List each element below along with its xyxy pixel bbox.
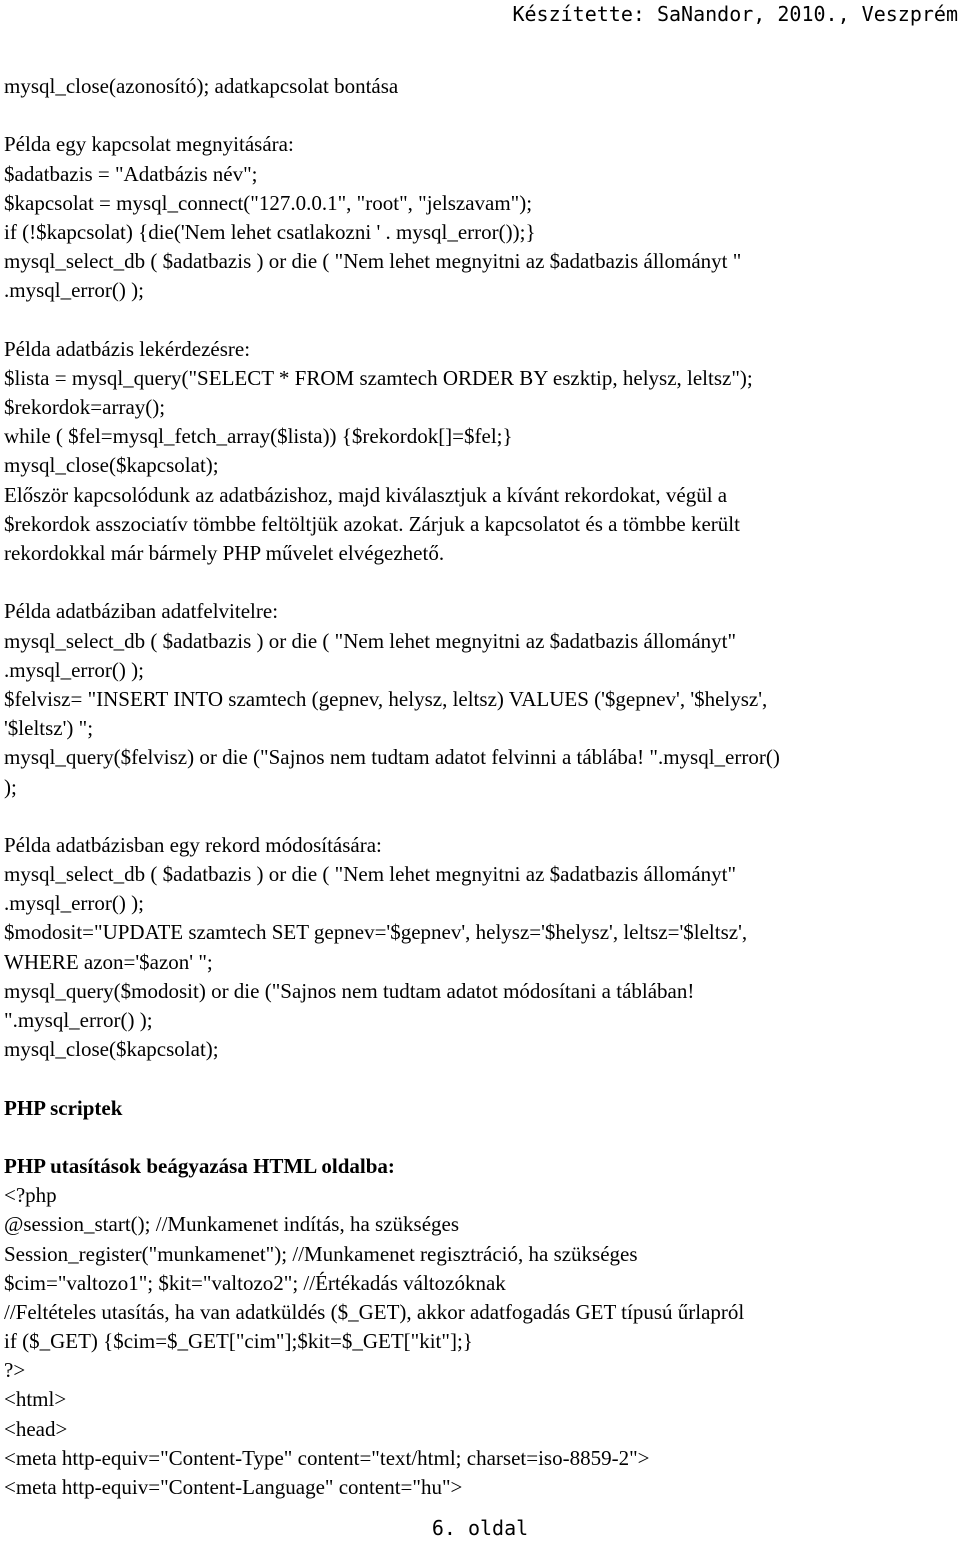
text-block [4, 130, 954, 305]
text-line: <head> [4, 1416, 68, 1441]
text-line: rekordokkal már bármely PHP művelet elvégezhető. [4, 541, 445, 565]
text-line: Példa adatbázisban egy rekord módosítására: [4, 832, 382, 857]
text-block [4, 597, 954, 801]
text-line: mysql_close($kapcsolat); [4, 453, 219, 478]
paragraph-gap [4, 306, 954, 335]
text-line: if ($_GET) {$cim=$_GET["cim"];$kit=$_GET["kit"];} [4, 1329, 473, 1354]
heading-line: PHP scriptek [4, 1095, 123, 1120]
text-line: mysql_select_db ( $adatbazis ) or die ( "Nem lehet megnyitni az $adatbazis állományt" [4, 862, 737, 887]
heading-line: PHP utasítások beágyazása HTML oldalba: [4, 1153, 395, 1178]
text-line: <html> [4, 1387, 67, 1412]
text-line: //Feltételes utasítás, ha van adatküldés ($_GET), akkor adatfogadás GET típusú űrlapról [4, 1299, 745, 1324]
text-block [4, 335, 954, 569]
text-line: '$leltsz') "; [4, 716, 94, 741]
paragraph-gap [4, 101, 954, 130]
document-body [4, 72, 954, 1502]
paragraph-gap [4, 802, 954, 831]
text-block [4, 831, 954, 1065]
text-line: <meta http-equiv="Content-Language" content="hu"> [4, 1475, 463, 1499]
text-line: $cim="valtozo1"; $kit="valtozo2"; //Értékadás változóknak [4, 1270, 506, 1295]
text-line: @session_start(); //Munkamenet indítás, ha szükséges [4, 1212, 460, 1237]
paragraph-gap [4, 1064, 954, 1093]
text-line: ".mysql_error() ); [4, 1008, 153, 1032]
text-line: .mysql_error() ); [4, 657, 144, 682]
section-heading-block [4, 1094, 954, 1123]
page-number: 6. oldal [431, 1516, 529, 1540]
text-line: mysql_query($modosit) or die ("Sajnos nem tudtam adatot módosítani a táblában! [4, 978, 695, 1003]
text-line: WHERE azon='$azon' "; [4, 949, 213, 974]
text-line: Példa adatbázis lekérdezésre: [4, 336, 251, 361]
text-line: $adatbazis = "Adatbázis név"; [4, 161, 258, 186]
text-line: $lista = mysql_query("SELECT * FROM szamtech ORDER BY eszktip, helysz, leltsz"); [4, 365, 753, 390]
text-line: mysql_query($felvisz) or die ("Sajnos nem tudtam adatot felvinni a táblába! ".mysql_error() [4, 745, 780, 770]
text-block [4, 1152, 954, 1502]
text-line: mysql_close(azonosító); adatkapcsolat bontása [4, 74, 399, 98]
text-line: $kapcsolat = mysql_connect("127.0.0.1", "root", "jelszavam"); [4, 190, 533, 215]
text-line: $felvisz= "INSERT INTO szamtech (gepnev, helysz, leltsz) VALUES ('$gepnev', '$helysz', [4, 686, 768, 711]
text-line: Példa egy kapcsolat megnyitására: [4, 132, 294, 157]
text-block [4, 72, 954, 101]
page-header-author: Készítette: SaNandor, 2010., Veszprém [512, 2, 958, 26]
text-line: $rekordok asszociatív tömbbe feltöltjük azokat. Zárjuk a kapcsolatot és a tömbbe került [4, 511, 740, 536]
text-line: mysql_select_db ( $adatbazis ) or die ( "Nem lehet megnyitni az $adatbazis állományt " [4, 249, 742, 274]
text-line: if (!$kapcsolat) {die('Nem lehet csatlakozni ' . mysql_error());} [4, 219, 536, 244]
text-line: mysql_select_db ( $adatbazis ) or die ( "Nem lehet megnyitni az $adatbazis állományt" [4, 628, 737, 653]
text-line: ); [4, 774, 17, 799]
text-line: $rekordok=array(); [4, 395, 166, 420]
paragraph-gap [4, 1123, 954, 1152]
paragraph-gap [4, 568, 954, 597]
text-line: ?> [4, 1358, 26, 1383]
text-line: $modosit="UPDATE szamtech SET gepnev='$gepnev', helysz='$helysz', leltsz='$leltsz', [4, 920, 748, 945]
text-line: mysql_close($kapcsolat); [4, 1037, 219, 1062]
text-line: .mysql_error() ); [4, 891, 144, 916]
text-line: .mysql_error() ); [4, 278, 144, 303]
text-line: <?php [4, 1183, 57, 1208]
text-line: while ( $fel=mysql_fetch_array($lista)) {$rekordok[]=$fel;} [4, 424, 513, 449]
text-line: <meta http-equiv="Content-Type" content="text/html; charset=iso-8859-2"> [4, 1445, 650, 1470]
text-line: Először kapcsolódunk az adatbázishoz, majd kiválasztjuk a kívánt rekordokat, végül a [4, 482, 728, 507]
text-line: Session_register("munkamenet"); //Munkamenet regisztráció, ha szükséges [4, 1241, 638, 1266]
text-line: Példa adatbáziban adatfelvitelre: [4, 599, 279, 624]
